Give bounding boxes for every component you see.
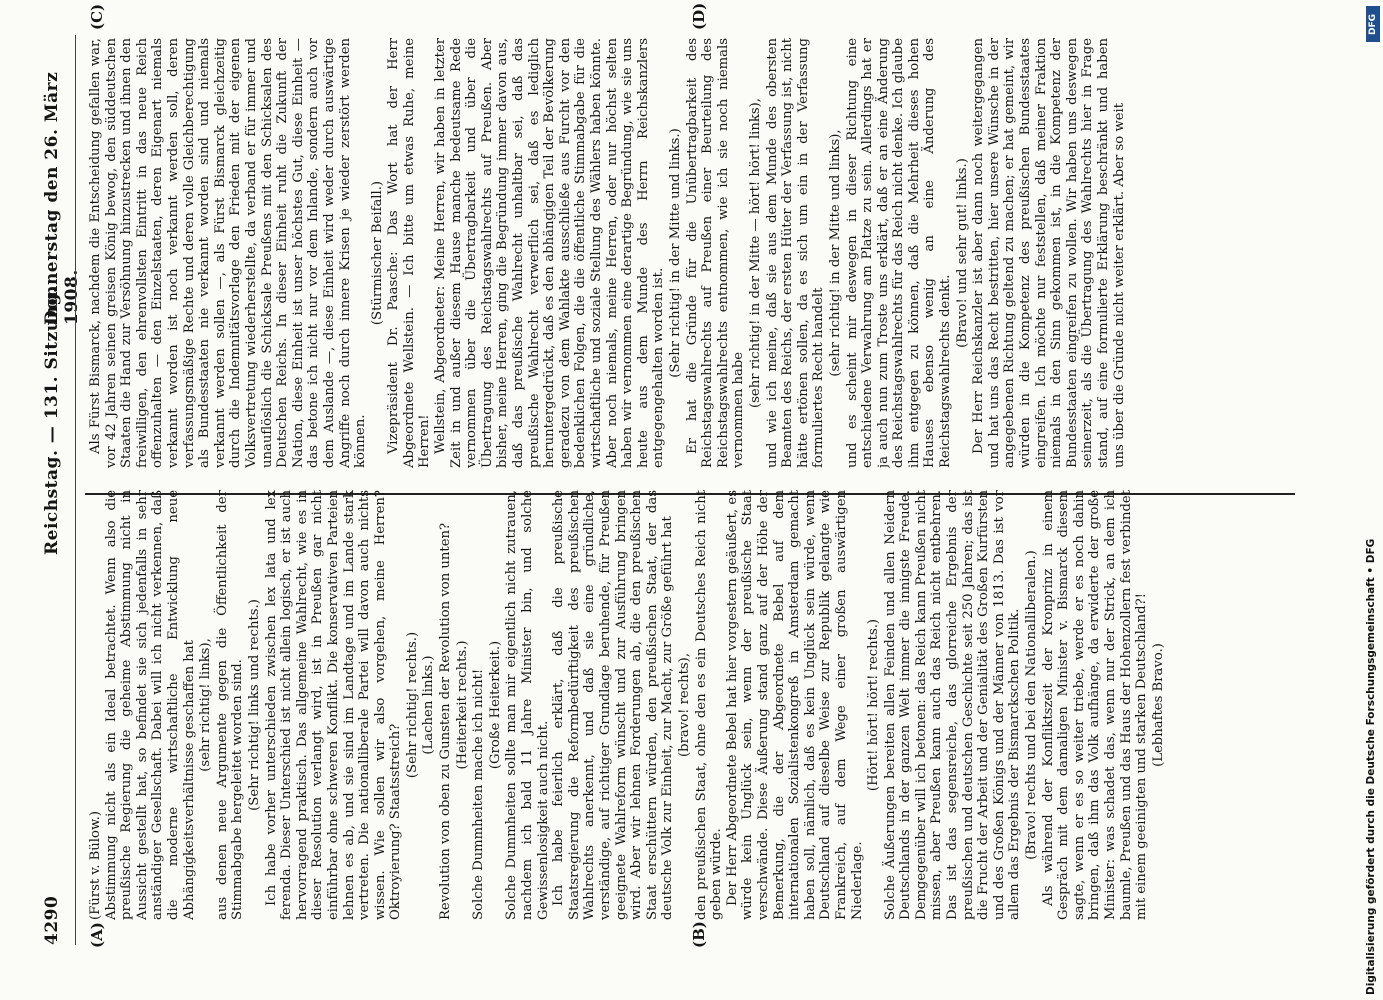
interjection: (Sehr richtig! in der Mitte und links.) bbox=[667, 128, 683, 378]
interjection: (sehr richtig! in der Mitte und links), bbox=[827, 129, 843, 377]
interjection: (Hört! hört! hört! rechts.) bbox=[866, 618, 882, 792]
paragraph: Ich habe feierlich erklärt, daß die preußische Staatsregierung die Reformbedürftigkeit des preußischen Wahlrechts anerkennt, und daß sie eine gründliche, verständige, auf richtiger Grundlage beruhende, für Preußen geeignete Wahlreform wünscht und zur Ausführung bringen wird. Aber wir lehnen Forderungen ab, die den preußischen Staat erschüttern würden, den preußischen Staat, der das deutsche Volk zur Einheit, zur Macht, zur Größe geführt hat bbox=[551, 490, 676, 920]
text-column-right bbox=[88, 38, 1368, 468]
margin-mark-a: (A) bbox=[88, 922, 106, 948]
paragraph: aus denen neue Argumente gegen die Öffentlichkeit der Stimmabgabe hergeleitet worden sind. bbox=[214, 490, 246, 920]
text-column-left bbox=[88, 490, 1368, 920]
paragraph: und es scheint mir deswegen in dieser Richtung eine entschiedene Verwahrung am Platze zu sein. Allerdings hat er ja auch nun zum Troste uns erklärt, daß er an eine Änderung des Reichstagswahlrechts für das Reich nicht denke. Ich glaube ihm entgegen zu können, daß die Mehrheit dieses hohen Hauses ebenso wenig an eine Änderung des Reichstagswahlrechts denkt. bbox=[844, 38, 954, 468]
paragraph: Solche Äußerungen bereiten allen Feinden und allen Neidern Deutschlands in der ganzen Welt immer die innigste Freude. Demgegenüber will ich betonen: das Reich kann Preußen nicht missen, aber Preußen kann auch das Reich nicht entbehren. Das ist das segensreiche, das glorreiche Ergebnis der preußischen und deutschen Geschichte seit 250 Jahren; das ist die Frucht der Arbeit und der Genialität des Großen Kurfürsten und des Großen Königs und der Männer von 1813. Das ist vor allem das Ergebnis der Bismarckschen Politik. bbox=[882, 490, 1023, 920]
paragraph: Als Fürst Bismarck, nachdem die Entscheidung gefallen war, vor 42 Jahren seinen greisen König bewog, den süddeutschen Staaten die Hand zur Versöhnung hinzustrecken und ihnen den freiwilligen, den ehrenvollsten Eintritt in das neue Reich offenzuhalten — den Einzelstaaten, deren Eigenart niemals verkannt worden ist noch verkannt werden soll, deren verfassungsmäßige Rechte und deren volle Gleichberechtigung als Bundesstaaten nie verkannt worden sind und niemals verkannt werden sollen —, als Fürst Bismarck gleichzeitig durch die Indemnitätsvorlage den Frieden mit der eigenen Volksvertretung wiederherstellte, da verband er für immer und unauflöslich die Schicksale Preußens mit den Schicksalen des Deutschen Reichs. In dieser Einheit ruht die Zukunft der Nation, diese Einheit ist unser höchstes Gut, diese Einheit — das betone ich nicht nur vor dem Inlande, sondern auch vor dem Auslande —, diese Einheit wird weder durch auswärtige Angriffe noch durch innere Krisen je wieder zerstört werden können. bbox=[88, 38, 369, 468]
session-date: Donnerstag den 26. März 1908. bbox=[42, 71, 82, 325]
header-rule bbox=[75, 35, 76, 945]
interjection: (Große Heiterkeit.) bbox=[487, 640, 503, 770]
margin-mark-c: (C) bbox=[88, 3, 106, 30]
interjection: (Lachen links.) bbox=[421, 655, 437, 755]
dfg-logo: DFG bbox=[1366, 6, 1380, 42]
margin-mark-d: (D) bbox=[690, 2, 708, 30]
margin-mark-b: (B) bbox=[690, 921, 708, 948]
paragraph: Ich habe vorher unterschieden zwischen lex lata und lex ferenda. Dieser Unterschied ist nicht allein logisch, er ist auch hervorragend praktisch. Das allgemeine Wahlrecht, wie es in dieser Resolution verlangt wird, ist in Preußen gar nicht einführbar ohne schweren Konflikt. Die konservativen Parteien lehnen es ab, und sie sind im Landtage und im Lande stark vertreten. Die nationalliberale Partei will davon auch nichts wissen. Wie sollen wir also vorgehen, meine Herren? Oktroyierung? Staatsstreich? bbox=[263, 490, 404, 920]
paragraph: Der Herr Abgeordnete Bebel hat hier vorgestern geäußert, es würde kein Unglück sein, wenn der preußische Staat verschwände. Diese Äußerung stand ganz auf der Höhe der Bemerkung, die der Abgeordnete Bebel auf dem internationalen Sozialistenkongreß in Amsterdam gemacht haben soll, nämlich, daß es kein Unglück sein würde, wenn Deutschland auf dieselbe Weise zur Republik gelangte wie Frankreich, auf dem Wege einer großen auswärtigen Niederlage. bbox=[724, 490, 865, 920]
interjection: (Bravo! rechts und bei den Nationalliberalen.) bbox=[1024, 550, 1040, 860]
interjection: (Heiterkeit rechts.) bbox=[454, 640, 470, 770]
page-number: 4290 bbox=[42, 895, 62, 945]
session-title: Reichstag. — 131. Sitzung. bbox=[42, 286, 62, 555]
paragraph: Solche Dummheiten sollte man mir eigentlich nicht zutrauen, nachdem ich bald 11 Jahre Minister bin, und solche Gewissenlosigkeit auch nicht. bbox=[504, 490, 551, 920]
paragraph: Er hat die Gründe für die Unübertragbarkeit des Reichstagswahlrechts auf Preußen einer Beurteilung des Reichstagswahlrechts entnommen, wie ich sie noch niemals vernommen habe bbox=[684, 38, 747, 468]
paragraph: und wie ich meine, daß sie aus dem Munde des obersten Beamten des Reichs, der ersten Hüter der Verfassung ist, nicht hätte ertönen sollen, da es sich um ein in der Verfassung formuliertes Recht handelt bbox=[764, 38, 827, 468]
paragraph: Als während der Konfliktszeit der Kronprinz in einem Gespräch mit dem damaligen Minister v. Bismarck diesem sagte, wenn er es so weiter triebe, werde er es noch dahin bringen, daß ihm das Volk aufhänge, da erwiderte der große Minister: was schadet das, wenn nur der Strick, an dem ich baumle, Preußen und das Haus der Hohenzollern fest verbindet mit einem geeinigten und starken Deutschland?! bbox=[1040, 490, 1150, 920]
paragraph: Abstimmung nicht als ein Ideal betrachtet. Wenn also die preußische Regierung die geheime Abstimmung nicht in Aussicht gestellt hat, so befindet sie sich jedenfalls in sehr anständiger Gesellschaft. Dabei will ich nicht verkennen, daß die moderne wirtschaftliche Entwicklung neue Abhängigkeitsverhältnisse geschaffen hat bbox=[103, 490, 197, 920]
paragraph: Wellstein, Abgeordneter: Meine Herren, wir haben in letzter Zeit in und außer diesem Hause manche bedeutsame Rede vernommen über die Übertragbarkeit und über die Übertragung des Reichstagswahlrechts auf Preußen. Aber bisher, meine Herren, ging die Begründung immer davon aus, daß das preußische Wahlrecht unhaltbar sei, daß das preußische Wahlrecht verwerflich sei, daß es lediglich heruntergedrückt, daß es den abhängigen Teil der Bevölkerung geradezu von dem Wahlakte ausschließe aus Furcht vor den bedenklichen Folgen, die die öffentliche Stimmabgabe für die wirtschaftliche und soziale Stellung des Wählers haben könnte. Aber noch niemals, meine Herren, oder nur höchst selten haben wir vernommen eine derartige Begründung, wie sie uns heute aus dem Munde des Herrn Reichskanzlers entgegengehalten worden ist. bbox=[433, 38, 667, 468]
paragraph: Solche Dummheiten mache ich nicht! bbox=[471, 668, 487, 920]
interjection: (Bravo! und sehr gut! links.) bbox=[954, 158, 970, 348]
paragraph: (Fürst v. Bülow.) bbox=[88, 810, 103, 920]
interjection: (sehr richtig! links), bbox=[198, 638, 214, 772]
digitization-credit: Digitalisierung gefördert durch die Deutsche Forschungsgemeinschaft • DFG bbox=[1365, 538, 1377, 995]
interjection: (Lebhaftes Bravo.) bbox=[1150, 643, 1166, 767]
interjection: (sehr richtig! in der Mitte — hört! hört! links), bbox=[747, 98, 763, 408]
paragraph: Vizepräsident Dr. Paasche: Das Wort hat der Herr Abgeordnete Wellstein. — Ich bitte um etwas Ruhe, meine Herren! bbox=[386, 38, 433, 468]
page-header bbox=[42, 40, 82, 945]
paragraph: Revolution von oben zu Gunsten der Revolution von unten? bbox=[438, 522, 454, 920]
paragraph: Der Herr Reichskanzler ist aber dann noch weitergegangen und hat uns das Recht bestritten, hier unsere Wünsche in der angegebenen Richtung geltend zu machen; er hat gemeint, wir würden in die Kompetenz des preußischen Bundesstaates eingreifen. Ich möchte nur feststellen, daß meiner Fraktion niemals in den Sinn gekommen ist, in die Kompetenz der Bundesstaaten eingreifen zu wollen. Wir haben uns deswegen seinerzeit, als die Übertragung des Wahlrechts hier in Frage stand, auf eine formulierte Erklärung beschränkt und haben uns über die Gründe nicht weiter erklärt. Aber so weit bbox=[971, 38, 1127, 468]
interjection: (Stürmischer Beifall.) bbox=[369, 180, 385, 326]
paragraph: den preußischen Staat, ohne den es ein Deutsches Reich nicht geben würde. bbox=[693, 490, 725, 920]
interjection: (Sehr richtig! rechts.) bbox=[404, 631, 420, 779]
interjection: (bravo! rechts), bbox=[676, 652, 692, 758]
interjection: (Sehr richtig! links und rechts.) bbox=[246, 599, 262, 811]
